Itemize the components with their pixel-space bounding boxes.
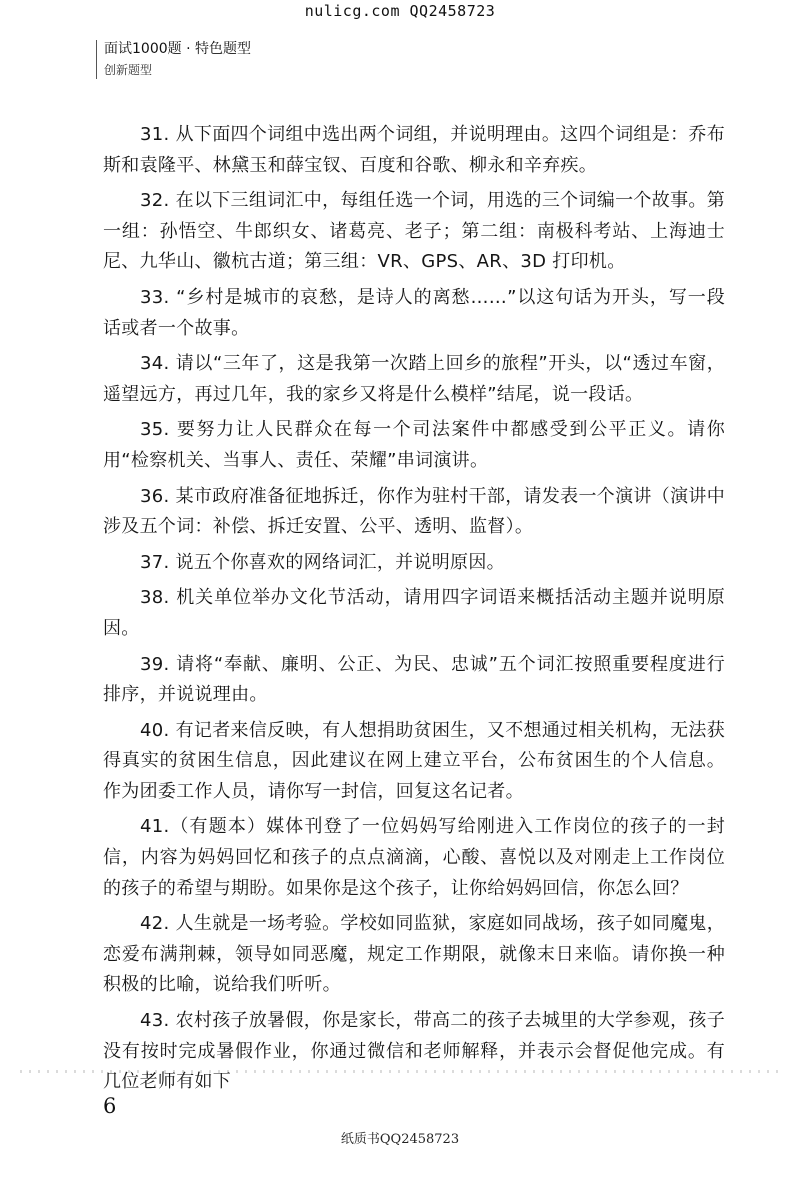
top-watermark: nulicg.com QQ2458723 [304,2,496,20]
question-38: 38. 机关单位举办文化节活动，请用四字词语来概括活动主题并说明原因。 [103,587,725,639]
question-41: 41.（有题本）媒体刊登了一位妈妈写给刚进入工作岗位的孩子的一封信，内容为妈妈回忆和孩子的点点滴滴，心酸、喜悦以及对刚走上工作岗位的孩子的希望与期盼。如果你是这个孩子，让你给妈妈回信，你怎么回？ [103,816,725,899]
question-36: 36. 某市政府准备征地拆迁，你作为驻村干部，请发表一个演讲（演讲中涉及五个词：补偿、拆迁安置、公平、透明、监督）。 [103,485,725,538]
question-32: 32. 在以下三组词汇中，每组任选一个词，用选的三个词编一个故事。第一组：孙悟空、牛郎织女、诸葛亮、老子；第二组：南极科考站、上海迪士尼、九华山、徽杭古道；第三组：VR、GPS、AR、3D 打印机。 [103,190,725,273]
question-31: 31. 从下面四个词组中选出两个词组，并说明理由。这四个词组是：乔布斯和袁隆平、林黛玉和薛宝钗、百度和谷歌、柳永和辛弃疾。 [103,124,725,176]
question-34: 34. 请以“三年了，这是我第一次踏上回乡的旅程”开头，以“透过车窗，遥望远方，再过几年，我的家乡又将是什么模样”结尾，说一段话。 [103,353,725,405]
running-header [96,40,251,79]
scan-noise-line [20,1070,780,1073]
question-list [103,120,725,1103]
question-35: 35. 要努力让人民群众在每一个司法案件中都感受到公平正义。请你用“检察机关、当事人、责任、荣耀”串词演讲。 [103,419,725,471]
question-43: 43. 农村孩子放暑假，你是家长，带高二的孩子去城里的大学参观，孩子没有按时完成暑假作业，你通过微信和老师解释，并表示会督促他完成。有几位老师有如下 [103,1010,725,1093]
question-39: 39. 请将“奉献、廉明、公正、为民、忠诚”五个词汇按照重要程度进行排序，并说说理由。 [103,653,725,706]
question-37: 37. 说五个你喜欢的网络词汇，并说明原因。 [140,551,505,573]
question-40: 40. 有记者来信反映，有人想捐助贫困生，又不想通过相关机构，无法获得真实的贫困生信息，因此建议在网上建立平台，公布贫困生的个人信息。作为团委工作人员，请你写一封信，回复这名记者。 [103,719,725,802]
bottom-watermark: 纸质书QQ2458723 [340,1132,460,1147]
page-number: 6 [103,1094,117,1118]
book-title: 面试1000题 · 特色题型 [104,41,251,57]
question-42: 42. 人生就是一场考验。学校如同监狱，家庭如同战场，孩子如同魔鬼，恋爱布满荆棘，领导如同恶魔，规定工作期限，就像末日来临。请你换一种积极的比喻，说给我们听听。 [103,913,725,996]
question-33: 33. “乡村是城市的哀愁，是诗人的离愁……”以这句话为开头，写一段话或者一个故事。 [103,286,725,339]
section-title: 创新题型 [104,63,153,77]
